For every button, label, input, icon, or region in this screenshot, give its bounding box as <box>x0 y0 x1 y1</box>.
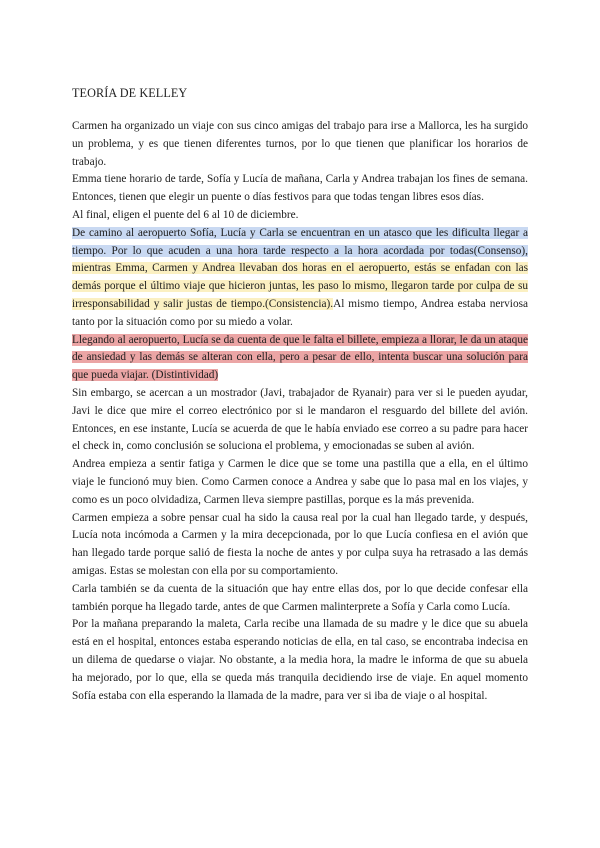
consistency-highlight: mientras Emma, Carmen y Andrea llevaban dos horas en el aeropuerto, estás se enfadan con las demás porque el último viaje que hicieron juntas, les paso lo mismo, llegaron tarde por culpa de su irresponsabilidad y salir justas de tiempo.(Consistencia). <box>72 262 528 310</box>
consensus-highlight: De camino al aeropuerto Sofía, Lucía y Carla se encuentran en un atasco que les dificulta llegar a tiempo. Por lo que acuden a una hora tarde respecto a la hora acordada por todas(Consenso), <box>72 226 528 257</box>
document-body <box>72 118 528 705</box>
paragraph-intro: Carmen ha organizado un viaje con sus cinco amigas del trabajo para irse a Mallorca, les ha surgido un problema, y es que tienen diferentes turnos, por lo que tienen que planificar los horarios de trabajo. <box>72 120 528 168</box>
paragraph-confession: Carmen empieza a sobre pensar cual ha sido la causa real por la cual han llegado tarde, y después, Lucía nota incómoda a Carmen y la mira decepcionada, por lo que Lucía confiesa en el avión que han llegado tarde porque salió de fiesta la noche de antes y por culpa suya ha retrasado a las demás amigas. Estas se molestan con ella por su comportamiento. <box>72 511 528 577</box>
paragraph-airport <box>72 225 528 332</box>
paragraph-carla: Carla también se da cuenta de la situación que hay entre ellas dos, por lo que decide confesar ella también porque ha llegado tarde, antes de que Carmen malinterprete a Sofía y Carla como Lucía. <box>72 582 528 613</box>
paragraph-schedules: Emma tiene horario de tarde, Sofía y Lucía de mañana, Carla y Andrea trabajan los fines de semana. Entonces, tienen que elegir un puente o días festivos para que todas tengan libres esos días. <box>72 173 528 204</box>
paragraph-airport-rest: Al mismo tiempo, Andrea estaba nerviosa tanto por la situación como por su miedo a volar. <box>72 297 529 328</box>
paragraph-fatigue: Andrea empieza a sentir fatiga y Carmen le dice que se tome una pastilla que a ella, en el último viaje le funcionó muy bien. Como Carmen conoce a Andrea y sabe que lo pasa mal en los viajes, y como es un poco olvidadiza, Carmen lleva siempre pastillas, porque es la más prevenida. <box>72 458 528 506</box>
paragraph-counter: Sin embargo, se acercan a un mostrador (Javi, trabajador de Ryanair) para ver si le pueden ayudar, Javi le dice que mire el correo electrónico por si le mandaron el resguardo del billete del avión. Entonces, en ese instante, Lucía se acuerda de que le había enviado ese correo a su padre para hacer el check in, como conclusión se soluciona el problema, y emocionadas se suben al avión. <box>72 386 528 453</box>
distinctiveness-highlight: Llegando al aeropuerto, Lucía se da cuenta de que le falta el billete, empieza a llorar, le da un ataque de ansiedad y las demás se alteran con ella, pero a pesar de ello, intenta buscar una solución para que pueda viajar. (Distintividad) <box>72 333 528 382</box>
document-title: TEORÍA DE KELLEY <box>72 86 188 100</box>
paragraph-dates: Al final, eligen el puente del 6 al 10 de diciembre. <box>72 208 299 221</box>
paragraph-ticket <box>72 332 528 385</box>
paragraph-morning: Por la mañana preparando la maleta, Carla recibe una llamada de su madre y le dice que su abuela está en el hospital, entonces estaba esperando noticias de ella, en tal caso, se encontraba indecisa en un dilema de quedarse o viajar. No obstante, a la media hora, la madre le informa de que su abuela ha mejorado, por lo que, ella se queda más tranquila decidiendo irse de viaje. En aquel momento Sofía estaba con ella esperando la llamada de la madre, para ver si iba de viaje o al hospital. <box>72 618 528 702</box>
